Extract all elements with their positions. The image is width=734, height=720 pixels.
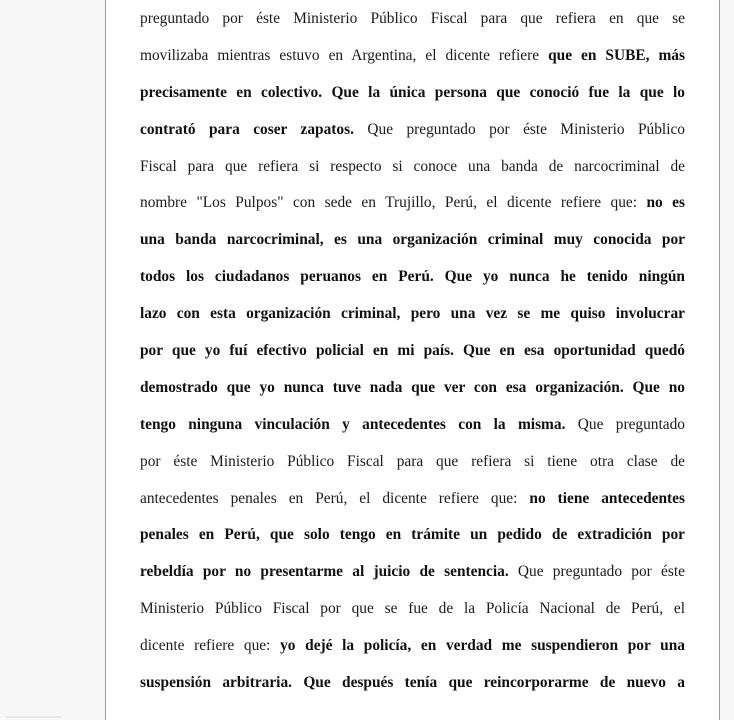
document-page	[105, 0, 720, 720]
document-line	[140, 407, 685, 444]
text-segment: nombre "Los Pulpos" con sede en Trujillo, Perú, el dicente refiere que:	[140, 194, 647, 212]
bold-text-segment: penales en Perú, que solo tengo en trámite un pedido de extradición por	[140, 526, 685, 544]
text-segment: por éste Ministerio Público Fiscal para que refiera si tiene otra clase de	[140, 452, 685, 470]
text-segment: Fiscal para que refiera si respecto si conoce una banda de narcocriminal de	[140, 157, 685, 175]
document-line	[140, 370, 685, 407]
text-segment: Que preguntado por éste Ministerio Público	[353, 120, 685, 138]
bold-text-segment: rebeldía por no presentarme al juicio de sentencia.	[140, 563, 509, 581]
text-segment: antecedentes penales en Perú, el dicente refiere que:	[140, 489, 530, 507]
bold-text-segment: precisamente en colectivo. Que la única persona que conoció fue la que lo	[140, 83, 685, 101]
document-line	[140, 149, 685, 186]
document-line	[140, 38, 685, 75]
bold-text-segment: no es	[646, 194, 685, 212]
bold-text-segment: por que yo fuí efectivo policial en mi país. Que en esa oportunidad quedó	[140, 342, 685, 360]
document-line	[140, 444, 685, 481]
document-line	[140, 665, 685, 702]
bold-text-segment: que en SUBE, más	[548, 46, 685, 64]
document-line	[140, 517, 685, 554]
document-line	[140, 1, 685, 38]
document-line	[140, 112, 685, 149]
bold-text-segment: yo dejé la policía, en verdad me suspendieron por una	[280, 637, 685, 655]
document-line	[140, 222, 685, 259]
bold-text-segment: todos los ciudadanos peruanos en Perú. Que yo nunca he tenido ningún	[140, 268, 685, 286]
bold-text-segment: lazo con esta organización criminal, pero una vez se me quiso involucrar	[140, 305, 685, 323]
document-line	[140, 185, 685, 222]
bold-text-segment: contrató para coser zapatos.	[140, 120, 354, 138]
document-line	[140, 333, 685, 370]
document-line	[140, 481, 685, 518]
document-line	[140, 75, 685, 112]
bold-text-segment: tengo ninguna vinculación y antecedentes con la misma.	[140, 415, 566, 433]
bold-text-segment: suspensión arbitraria. Que después tenía que reincorporarme de nuevo a	[140, 674, 685, 692]
document-line	[140, 296, 685, 333]
text-segment: Que preguntado	[565, 415, 685, 433]
text-segment: Que preguntado por éste	[508, 563, 685, 581]
bold-text-segment: demostrado que yo nunca tuve nada que ver con esa organización. Que no	[140, 378, 685, 396]
text-segment: dicente refiere que:	[140, 637, 281, 655]
document-line	[140, 554, 685, 591]
text-segment: Ministerio Público Fiscal por que se fue de la Policía Nacional de Perú, el	[140, 600, 685, 618]
document-line	[140, 591, 685, 628]
document-line	[140, 259, 685, 296]
viewer-corner-divider	[6, 716, 61, 718]
bold-text-segment: no tiene antecedentes	[529, 489, 685, 507]
bold-text-segment: una banda narcocriminal, es una organización criminal muy conocida por	[140, 231, 685, 249]
text-segment: movilizaba mientras estuvo en Argentina, el dicente refiere	[140, 46, 549, 64]
document-line	[140, 628, 685, 665]
text-segment: preguntado por éste Ministerio Público Fiscal para que refiera en que se	[140, 10, 685, 27]
document-body-text	[140, 1, 685, 702]
